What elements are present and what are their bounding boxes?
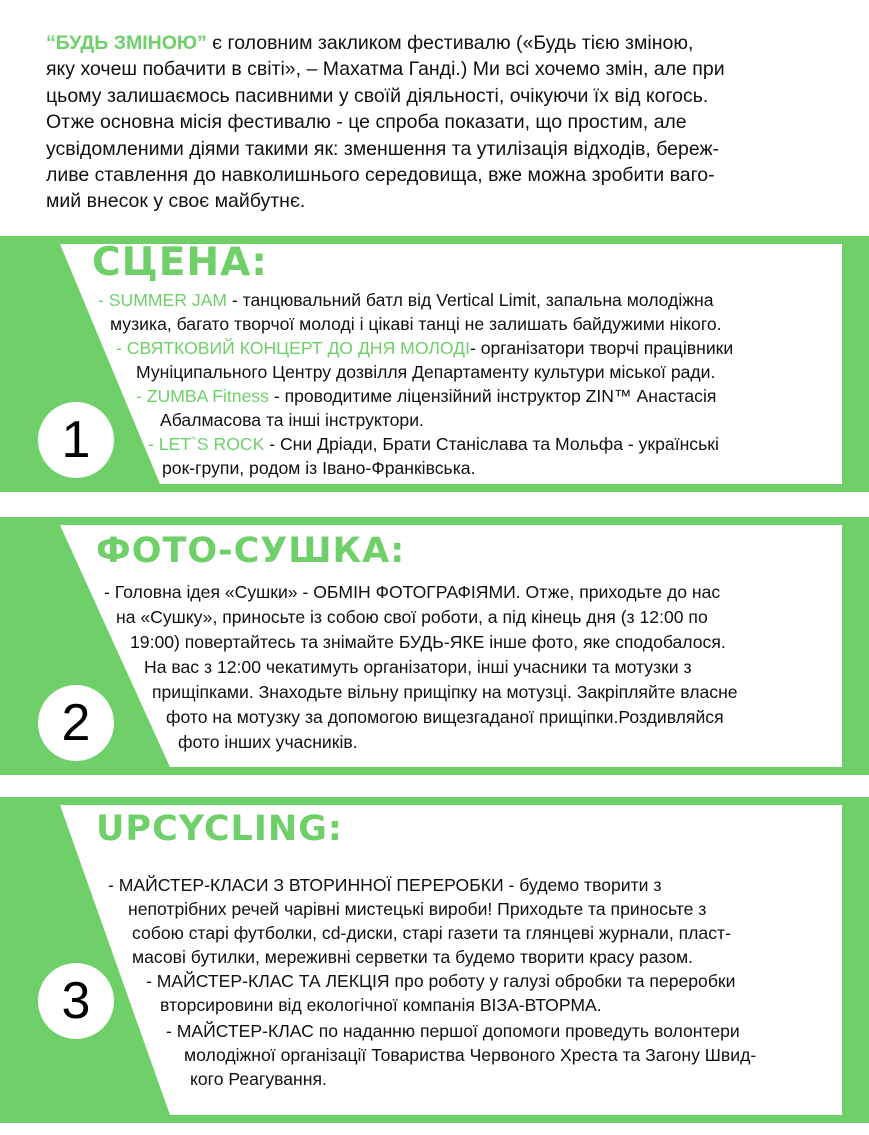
body-line: Муніципального Центру дозвілля Департаменту культури міської ради. <box>136 362 716 382</box>
body-line: На вас з 12:00 чекатимуть організатори, інші учасники та мотузки з <box>144 657 692 677</box>
section-number-badge: 2 <box>38 685 114 761</box>
section-title: СЦЕНА: <box>92 240 268 285</box>
body-line: - СВЯТКОВИЙ КОНЦЕРТ ДО ДНЯ МОЛОДІ- організатори творчі працівники <box>116 338 734 358</box>
body-line: масові бутилки, мереживні серветки та будемо творити красу разом. <box>132 947 694 967</box>
body-line: собою старі футболки, cd-диски, старі газети та глянцеві журнали, пласт- <box>132 923 731 943</box>
body-line: прищіпками. Знаходьте вільну прищіпку на мотузці. Закріпляйте власне <box>152 682 738 702</box>
body-line: непотрібних речей чарівні мистецькі вироби! Приходьте та приносьте з <box>128 899 707 919</box>
section-upcycling <box>0 797 869 1123</box>
section-number-badge: 3 <box>38 963 114 1039</box>
body-line: - SUMMER JAM - танцювальний батл від Vertical Limit, запальна молодіжна <box>98 290 714 310</box>
body-line: - ZUMBA Fitness - проводитиме ліцензійний інструктор ZIN™ Анастасія <box>136 386 717 406</box>
body-line: Абалмасова та інші інструктори. <box>160 410 424 430</box>
intro-line: яку хочеш побачити в світі», – Махатма Ганді.) Ми всі хочемо змін, але при <box>46 58 725 81</box>
body-line: - МАЙСТЕР-КЛАСИ З ВТОРИННОЇ ПЕРЕРОБКИ - будемо творити з <box>108 875 662 895</box>
intro-line: цьому залишаємось пасивними у своїй діяльності, очікуючи їх від когось. <box>46 84 709 107</box>
intro-line: Отже основна місія фестивалю - це спроба показати, що простим, але <box>46 111 687 134</box>
body-line: 19:00) повертайтесь та знімайте БУДЬ-ЯКЕ інше фото, яке сподобалося. <box>130 632 726 652</box>
section-stage <box>0 236 869 492</box>
body-line: фото на мотузку за допомогою вищезгаданої прищіпки.Роздивляйся <box>166 707 724 727</box>
section-photo-drying <box>0 517 869 775</box>
body-line: музика, багато творчої молоді і цікаві танці не залишать байдужими нікого. <box>110 314 722 334</box>
intro-line: мий внесок у своє майбутнє. <box>46 190 306 213</box>
body-line: - Головна ідея «Сушки» - ОБМІН ФОТОГРАФІЯМИ. Отже, приходьте до нас <box>104 582 721 602</box>
intro-line: ливе ставлення до навколишнього середовища, вже можна зробити ваго- <box>46 163 715 186</box>
intro-paragraph <box>46 30 836 215</box>
body-line: на «Сушку», приносьте із собою свої роботи, а під кінець дня (з 12:00 по <box>116 607 708 627</box>
intro-line: “БУДЬ ЗМІНОЮ” є головним закликом фестивалю («Будь тією зміною, <box>46 32 694 54</box>
body-line: рок-групи, родом із Івано-Франківська. <box>162 458 476 478</box>
section-title: UPCYCLING: <box>96 809 343 849</box>
body-line: - LET`S ROCK - Сни Дріади, Брати Станіслава та Мольфа - українські <box>148 434 719 454</box>
body-line: молодіжної організації Товариства Червоного Хреста та Загону Швид- <box>184 1045 757 1065</box>
body-line: фото інших учасників. <box>178 732 358 752</box>
section-number-badge: 1 <box>38 402 114 478</box>
body-line: - МАЙСТЕР-КЛАС ТА ЛЕКЦІЯ про роботу у галузі обробки та переробки <box>146 971 736 991</box>
body-line: кого Реагування. <box>190 1069 327 1089</box>
intro-line: усвідомленими діями такими як: зменшення та утилізація відходів, береж- <box>46 137 720 160</box>
section-title: ФОТО-СУШКА: <box>96 531 406 571</box>
body-line: - МАЙСТЕР-КЛАС по наданню першої допомоги проведуть волонтери <box>166 1021 740 1041</box>
festival-slogan: “БУДЬ ЗМІНОЮ” <box>46 32 207 54</box>
body-line: вторсировини від екологічної компанія ВІЗА-ВТОРМА. <box>160 995 602 1015</box>
